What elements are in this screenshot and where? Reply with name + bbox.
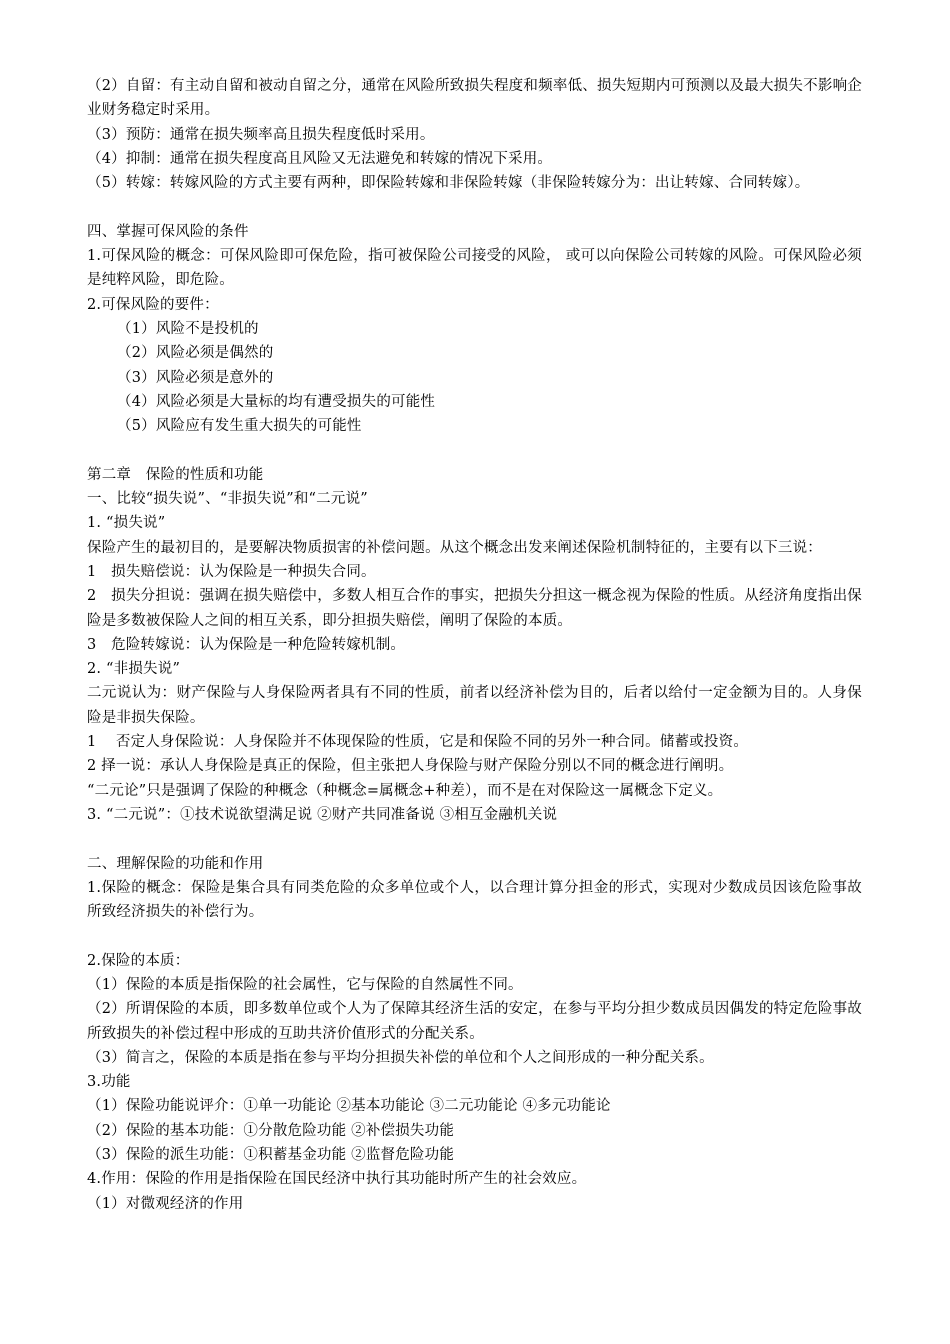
list-item-requirement-1: （1）风险不是投机的 <box>117 320 259 337</box>
paragraph-transfer: （5）转嫁：转嫁风险的方式主要有两种，即保险转嫁和非保险转嫁（非保险转嫁分为：出让转嫁、合同转嫁）。 <box>87 175 810 192</box>
paragraph-dualism: 二元说认为：财产保险与人身保险两者具有不同的性质，前者以经济补偿为目的，后者以给付一定金额为目的。人身保险是非损失保险。 <box>87 685 862 726</box>
list-item-requirement-4: （4）风险必须是大量标的均有遭受损失的可能性 <box>117 393 436 410</box>
subheading-functions: 3.功能 <box>87 1074 131 1091</box>
paragraph-insurance-concept: 1.保险的概念：保险是集合具有同类危险的众多单位或个人，以合理计算分担金的形式，实现对少数成员因该危险事故所致经济损失的补偿行为。 <box>87 879 862 921</box>
blank-line <box>87 195 862 219</box>
paragraph-loss-sharing: 2 损失分担说：强调在损失赔偿中，多数人相互合作的事实，把损失分担这一概念视为保险的性质。从经济角度指出保险是多数被保险人之间的相互关系，即分担损失赔偿，阐明了保险的本质。 <box>87 588 862 629</box>
paragraph-dualism-note: “二元论”只是强调了保险的种概念（种概念=属概念+种差），而不是在对保险这一属概念下定义。 <box>87 782 723 799</box>
paragraph-essence-1: （1）保险的本质是指保险的社会属性，它与保险的自然属性不同。 <box>87 976 523 993</box>
paragraph-essence-3: （3）简言之，保险的本质是指在参与平均分担损失补偿的单位和个人之间形成的一种分配关系。 <box>87 1049 714 1066</box>
list-item-requirement-5: （5）风险应有发生重大损失的可能性 <box>117 418 362 435</box>
paragraph-essence-2: （2）所谓保险的本质，即多数单位或个人为了保障其经济生活的安定，在参与平均分担少数成员因偶发的特定危险事故所致损失的补偿过程中形成的互助共济价值形式的分配关系。 <box>87 1001 862 1042</box>
paragraph-self-retention: （2）自留：有主动自留和被动自留之分，通常在风险所致损失程度和频率低、损失短期内可预测以及最大损失不影响企业财务稳定时采用。 <box>87 78 862 119</box>
paragraph-risk-transfer: 3 危险转嫁说：认为保险是一种危险转嫁机制。 <box>87 636 406 653</box>
subheading-dualism-theory: 3. “二元说”：①技术说欲望满足说 ②财产共同准备说 ③相互金融机关说 <box>87 806 558 823</box>
blank-line <box>87 924 862 948</box>
document-page <box>87 74 862 1216</box>
list-item-requirement-2: （2）风险必须是偶然的 <box>117 345 274 362</box>
section-heading-functions: 二、理解保险的功能和作用 <box>87 855 264 872</box>
paragraph-function-1: （1）保险功能说评介：①单一功能论 ②基本功能论 ③二元功能论 ④多元功能论 <box>87 1098 611 1115</box>
list-item-requirement-3: （3）风险必须是意外的 <box>117 369 274 386</box>
paragraph-insurable-risk-requirements: 2.可保风险的要件： <box>87 296 219 313</box>
blank-line <box>87 438 862 462</box>
paragraph-suppression: （4）抑制：通常在损失程度高且风险又无法避免和转嫁的情况下采用。 <box>87 150 553 167</box>
subheading-loss-theory: 1. “损失说” <box>87 515 166 532</box>
chapter-heading: 第二章 保险的性质和功能 <box>87 466 264 483</box>
paragraph-effects: 4.作用：保险的作用是指保险在国民经济中执行其功能时所产生的社会效应。 <box>87 1171 587 1188</box>
section-heading-insurable-risk: 四、掌握可保风险的条件 <box>87 223 249 240</box>
paragraph-insurable-risk-concept: 1.可保风险的概念：可保风险即可保危险，指可被保险公司接受的风险， 或可以向保险公司转嫁的风险。可保风险必须是纯粹风险，即危险。 <box>87 248 862 289</box>
paragraph-loss-theory: 保险产生的最初目的，是要解决物质损害的补偿问题。从这个概念出发来阐述保险机制特征的，主要有以下三说： <box>87 539 822 556</box>
paragraph-function-3: （3）保险的派生功能：①积蓄基金功能 ②监督危险功能 <box>87 1147 455 1164</box>
paragraph-function-2: （2）保险的基本功能：①分散危险功能 ②补偿损失功能 <box>87 1122 455 1139</box>
subheading-non-loss-theory: 2. “非损失说” <box>87 661 181 678</box>
paragraph-negation-theory: 1 否定人身保险说：人身保险并不体现保险的性质，它是和保险不同的另外一种合同。储蓄或投资。 <box>87 734 749 751</box>
paragraph-loss-compensation: 1 损失赔偿说：认为保险是一种损失合同。 <box>87 563 376 580</box>
blank-line <box>87 827 862 851</box>
paragraph-prevention: （3）预防：通常在损失频率高且损失程度低时采用。 <box>87 126 435 143</box>
paragraph-alternative-theory: 2 择一说：承认人身保险是真正的保险，但主张把人身保险与财产保险分别以不同的概念进行阐明。 <box>87 758 734 775</box>
section-heading-compare-theories: 一、比较“损失说”、“非损失说”和“二元说” <box>87 491 368 508</box>
paragraph-effects-micro: （1）对微观经济的作用 <box>87 1195 244 1212</box>
subheading-insurance-essence: 2.保险的本质： <box>87 952 190 969</box>
